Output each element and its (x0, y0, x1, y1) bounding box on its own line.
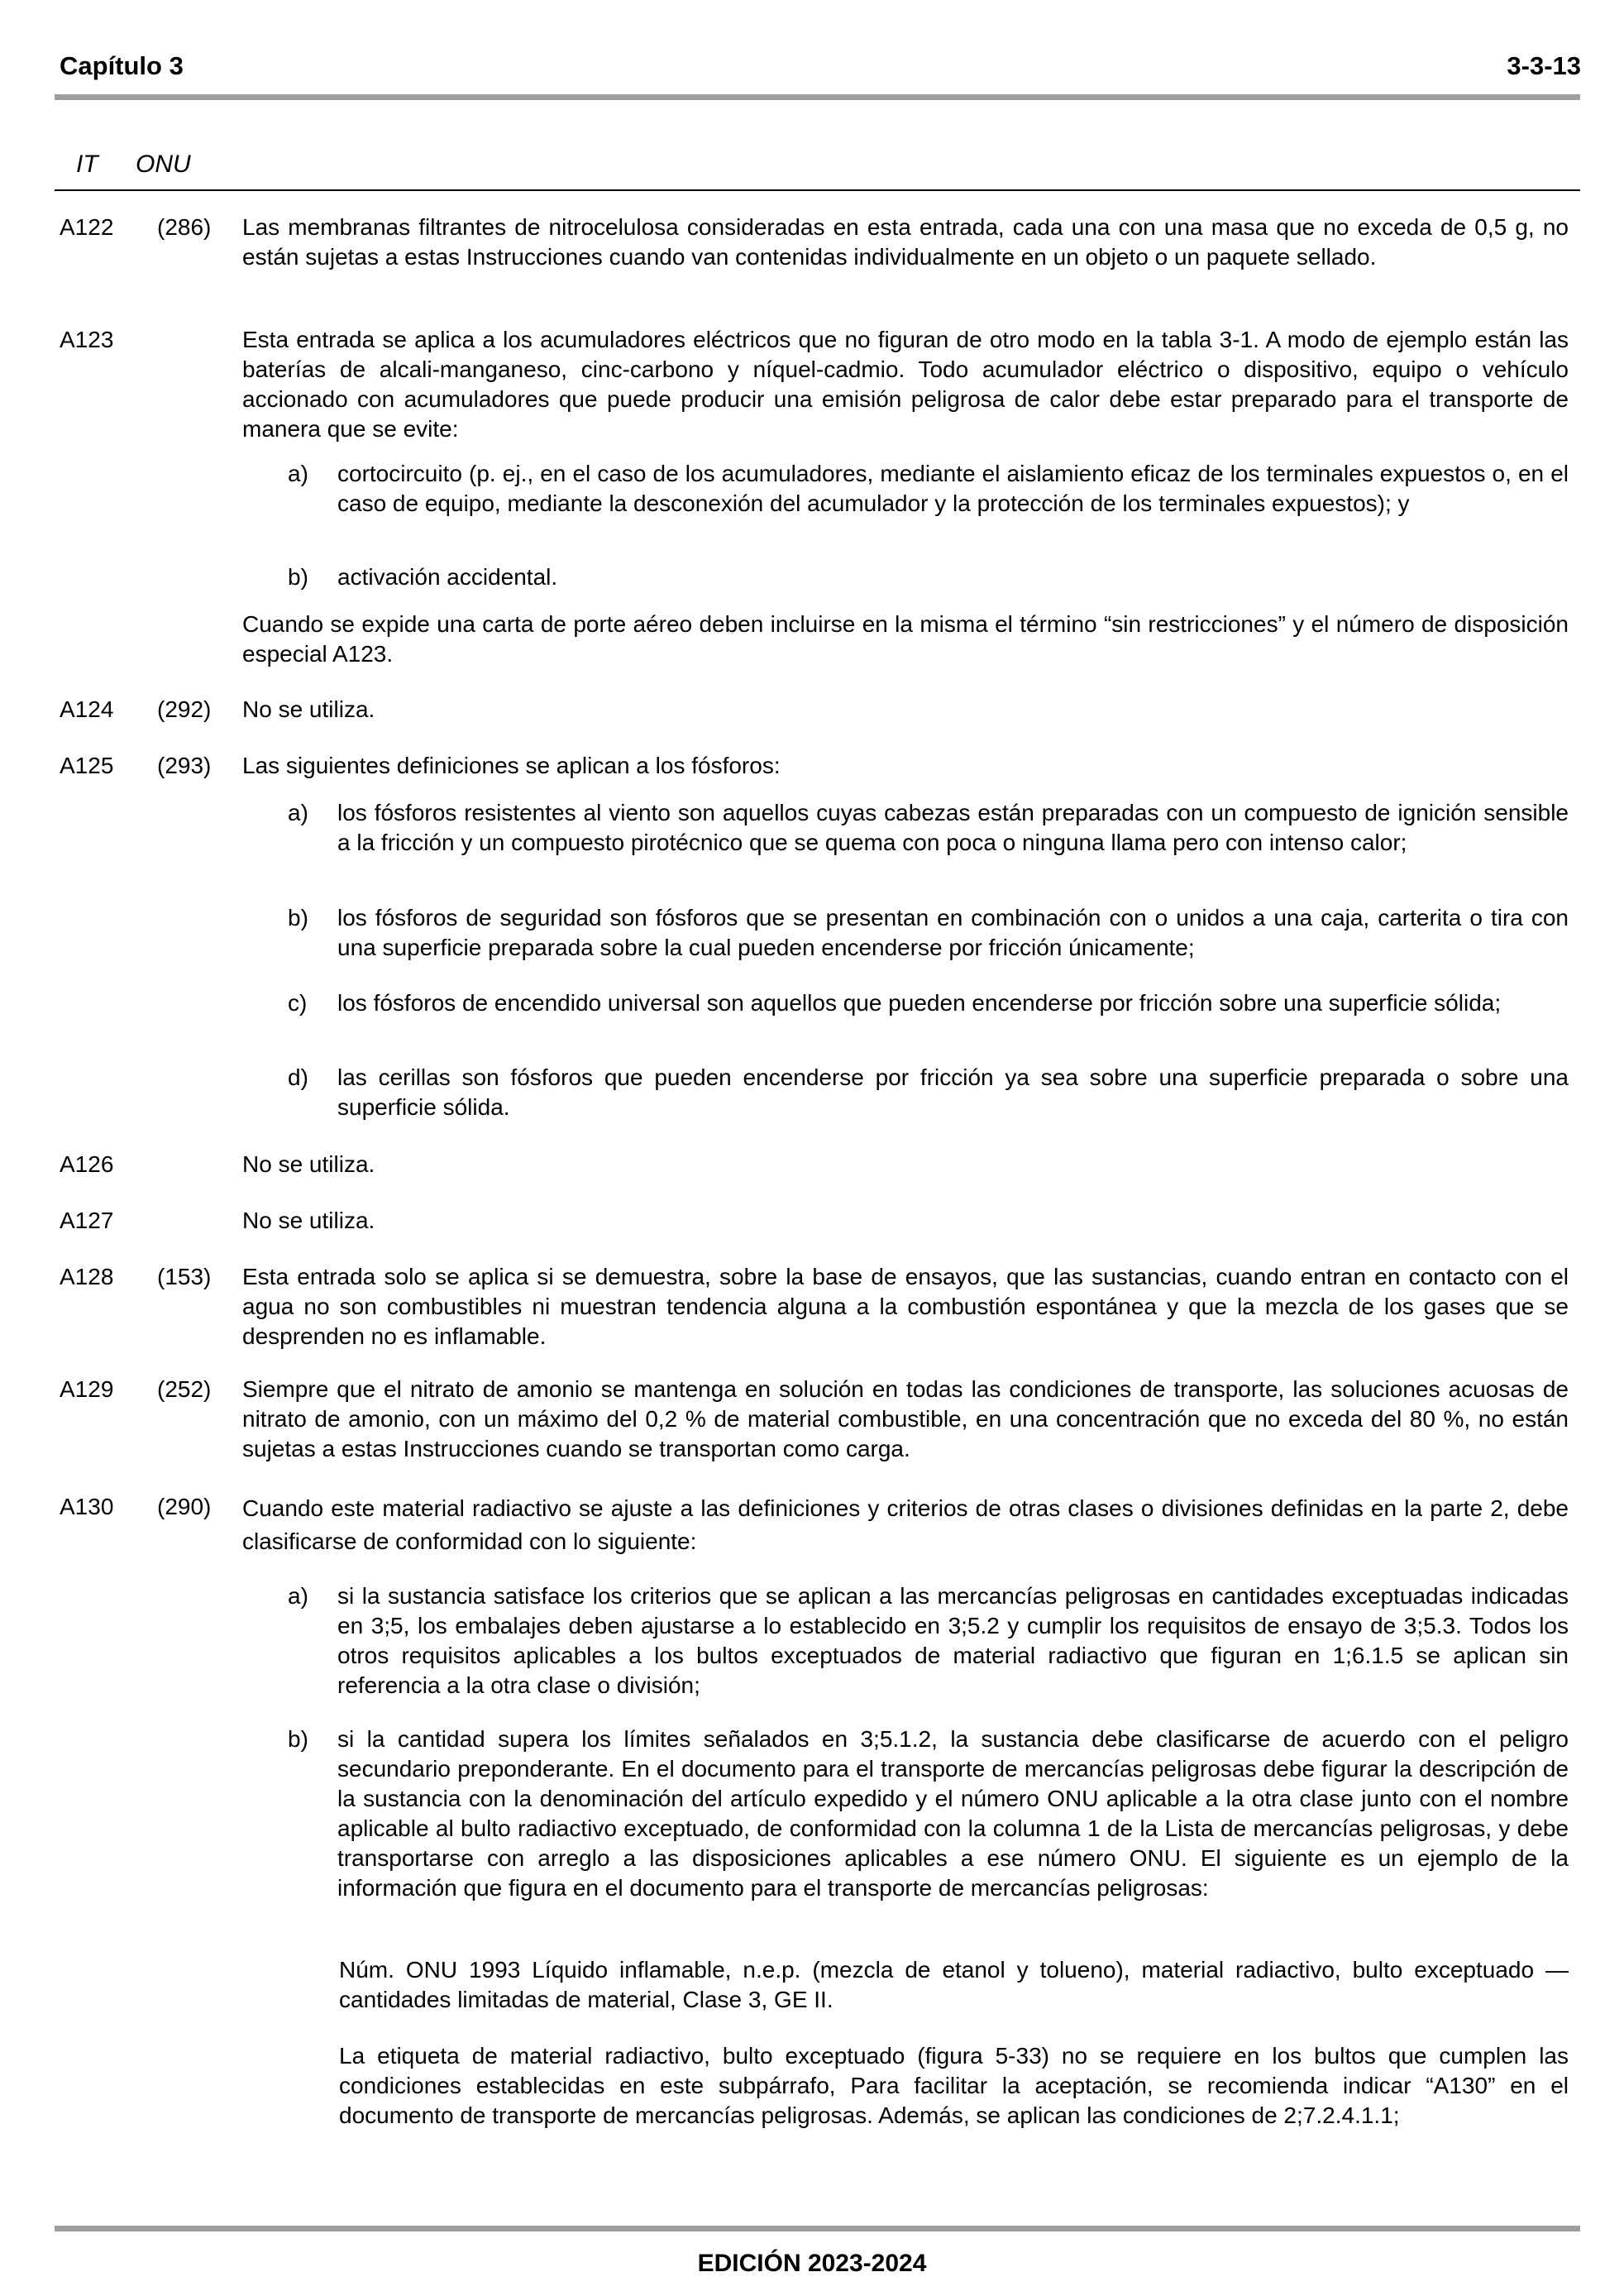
entry-text: Esta entrada se aplica a los acumuladores eléctricos que no figuran de otro modo en la tabla 3-1. A modo de ejemplo están las baterías de alcali-manganeso, cinc-carbono y níquel-cadmio. Todo acumulador eléctrico o dispositivo, equipo o vehículo accionado con acumuladores que puede producir una emisión peligrosa de calor debe estar preparado para el transporte de manera que se evite: (242, 327, 1569, 442)
entry-code: A122 (60, 214, 114, 240)
list-item-text: si la cantidad supera los límites señalados en 3;5.1.2, la sustancia debe clasificarse de acuerdo con el peligro secundario preponderante. En el documento para el transporte de mercancías peligrosas debe figurar la descripción de la sustancia con la denominación del artículo expedido y el número ONU aplicable a la otra clase junto con el nombre aplicable al bulto radiactivo exceptuado, de conformidad con la columna 1 de la Lista de mercancías peligrosas, y debe transportarse con arreglo a las disposiciones aplicables a ese número ONU. El siguiente es un ejemplo de la información que figura en el documento para el transporte de mercancías peligrosas: (337, 1726, 1569, 1901)
list-item-label: b) (288, 1726, 308, 1752)
list-item-label: a) (288, 1583, 308, 1609)
entry-onu: (292) (157, 696, 212, 722)
list-item-text: los fósforos de encendido universal son aquellos que pueden encenderse por fricción sobre una superficie sólida; (337, 990, 1502, 1016)
entry-code: A126 (60, 1151, 114, 1177)
entry-onu: (286) (157, 214, 212, 240)
column-head-rule (55, 189, 1580, 191)
list-item-text: si la sustancia satisface los criterios que se aplican a las mercancías peligrosas en cantidades exceptuadas indicadas en 3;5, los embalajes deben ajustarse a lo establecido en 3;5.2 y cumplir los requisitos de ensayo de 3;5.3. Todos los otros requisitos aplicables a los bultos exceptuados de material radiactivo que figuran en 1;6.1.5 se aplican sin referencia a la otra clase o división; (337, 1583, 1569, 1698)
list-item-label: c) (288, 990, 308, 1016)
entry-code: A130 (60, 1494, 114, 1519)
footer-rule (55, 2226, 1580, 2231)
entry-text: Siempre que el nitrato de amonio se mantenga en solución en todas las condiciones de transporte, las soluciones acuosas de nitrato de amonio, con un máximo del 0,2 % de material combustible, en una concentración que no exceda del 80 %, no están sujetas a estas Instrucciones cuando se transportan como carga. (242, 1376, 1569, 1461)
entry-onu: (252) (157, 1376, 212, 1402)
list-item-label: a) (288, 800, 308, 825)
entry-code: A124 (60, 696, 114, 722)
list-item-text: los fósforos resistentes al viento son aquellos cuyas cabezas están preparadas con un compuesto de ignición sensible a la fricción y un compuesto pirotécnico que se quema con poca o ninguna llama pero con intenso calor; (337, 800, 1569, 855)
edition-footer: EDICIÓN 2023-2024 (697, 2250, 927, 2277)
entry-onu: (290) (157, 1494, 212, 1519)
page-number: 3-3-13 (1507, 51, 1581, 80)
column-head-onu: ONU (136, 151, 191, 178)
entry-onu: (153) (157, 1264, 212, 1289)
header-rule (55, 94, 1580, 100)
list-item-text: los fósforos de seguridad son fósforos que se presentan en combinación con o unidos a una caja, carterita o tira con una superficie preparada sobre la cual pueden encenderse por fricción únicamente; (337, 905, 1569, 960)
note-text: La etiqueta de material radiactivo, bulto exceptuado (figura 5-33) no se requiere en los bultos que cumplen las condiciones establecidas en este subpárrafo, Para facilitar la aceptación, se recomienda indicar “A130” en el documento de transporte de mercancías peligrosas. Además, se aplican las condiciones de 2;7.2.4.1.1; (339, 2043, 1569, 2128)
entry-text: No se utiliza. (242, 696, 375, 722)
entry-onu: (293) (157, 753, 212, 778)
example-text: Núm. ONU 1993 Líquido inflamable, n.e.p. (mezcla de etanol y tolueno), material radiactivo, bulto exceptuado — cantidades limitadas de material, Clase 3, GE II. (339, 1957, 1569, 2012)
entry-text: No se utiliza. (242, 1208, 375, 1233)
entry-closing-text: Cuando se expide una carta de porte aéreo deben incluirse en la misma el término “sin restricciones” y el número de disposición especial A123. (242, 611, 1569, 667)
entry-code: A127 (60, 1208, 114, 1233)
page-header (60, 51, 1581, 84)
list-item-text: cortocircuito (p. ej., en el caso de los acumuladores, mediante el aislamiento eficaz de los terminales expuestos o, en el caso de equipo, mediante la desconexión del acumulador y la protección de los terminales expuestos); y (337, 461, 1569, 516)
list-item-label: b) (288, 905, 308, 930)
entry-code: A128 (60, 1264, 114, 1289)
entry-text: Cuando este material radiactivo se ajuste a las definiciones y criterios de otras clases o divisiones definidas en la parte 2, debe clasificarse de conformidad con lo siguiente: (242, 1495, 1569, 1554)
list-item-label: a) (288, 461, 308, 486)
chapter-title: Capítulo 3 (60, 51, 184, 80)
entry-code: A123 (60, 327, 114, 352)
column-head-it: IT (76, 151, 98, 178)
entry-text: Las membranas filtrantes de nitrocelulosa consideradas en esta entrada, cada una con una masa que no exceda de 0,5 g, no están sujetas a estas Instrucciones cuando van contenidas individualmente en un objeto o un paquete sellado. (242, 214, 1569, 270)
list-item-text: las cerillas son fósforos que pueden encenderse por fricción ya sea sobre una superficie preparada o sobre una superficie sólida. (337, 1064, 1569, 1120)
list-item-label: d) (288, 1064, 308, 1090)
list-item-text: activación accidental. (337, 564, 558, 590)
entry-text: Esta entrada solo se aplica si se demuestra, sobre la base de ensayos, que las sustancias, cuando entran en contacto con el agua no son combustibles ni muestran tendencia alguna a la combustión espontánea y que la mezcla de los gases que se desprenden no es inflamable. (242, 1264, 1569, 1349)
entry-code: A129 (60, 1376, 114, 1402)
entry-text: Las siguientes definiciones se aplican a los fósforos: (242, 753, 781, 778)
list-item-label: b) (288, 564, 308, 590)
entry-code: A125 (60, 753, 114, 778)
entry-text: No se utiliza. (242, 1151, 375, 1177)
